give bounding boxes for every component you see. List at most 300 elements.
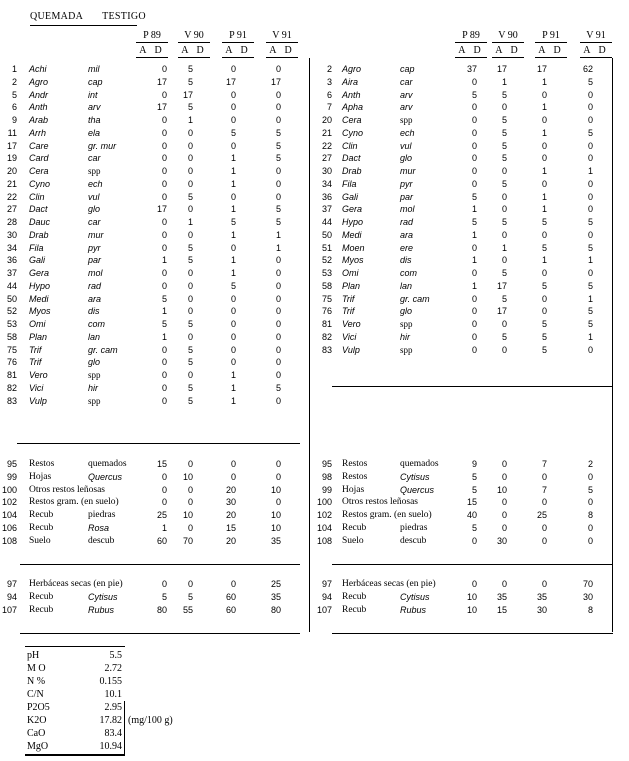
species-epithet: glo <box>88 204 101 215</box>
row-number: 21 <box>6 178 17 189</box>
value-v91: 0 <box>275 280 281 291</box>
value-v91: 25 <box>270 579 281 589</box>
value-v91: 0 <box>587 535 593 546</box>
right-period-header: P 91 <box>542 30 560 41</box>
genus-abbrev: Anth <box>342 89 361 100</box>
right-ad-subheader: A D <box>583 45 609 56</box>
species-epithet: lan <box>400 280 413 291</box>
species-epithet: mol <box>400 204 415 215</box>
category-label: Herbáceas secas (en pie) <box>29 579 123 589</box>
value-v91: 5 <box>275 127 281 138</box>
value-v90: 5 <box>187 382 193 393</box>
genus-abbrev: Vici <box>29 382 44 393</box>
row-number: 30 <box>6 229 17 240</box>
value-v90: 0 <box>501 471 507 482</box>
value-v90: 0 <box>501 579 507 589</box>
right-period-underline <box>492 42 524 43</box>
row-number: 102 <box>316 510 332 520</box>
row-number: 27 <box>321 153 332 164</box>
category-label: Recub <box>29 510 54 520</box>
soil-parameter: P2O5 <box>27 702 50 713</box>
value-v90: 17 <box>496 306 507 317</box>
value-p91: 17 <box>536 64 547 74</box>
value-p89: 0 <box>161 89 167 100</box>
value-v90: 5 <box>501 140 507 151</box>
value-p89: 17 <box>156 102 167 113</box>
value-p89: 0 <box>161 153 167 164</box>
value-v91: 0 <box>587 102 593 113</box>
value-p89: 0 <box>471 579 477 589</box>
right-species-row <box>0 114 629 127</box>
genus-abbrev: Omi <box>342 268 359 278</box>
soil-row <box>25 675 122 688</box>
value-p89: 0 <box>161 64 167 74</box>
value-v91: 0 <box>587 497 593 508</box>
value-v90: 10 <box>496 484 507 495</box>
value-v90: 5 <box>501 217 507 227</box>
row-number: 107 <box>1 604 17 615</box>
value-p91: 0 <box>541 522 547 533</box>
value-p91: 30 <box>225 497 236 508</box>
value-v91: 35 <box>270 591 281 602</box>
value-v91: 62 <box>582 64 593 74</box>
value-p89: 0 <box>161 344 167 355</box>
value-v91: 0 <box>275 471 281 482</box>
soil-parameter: M O <box>27 663 46 674</box>
right-cover-row <box>0 458 629 471</box>
value-p89: 0 <box>471 344 477 355</box>
value-p89: 1 <box>161 306 167 317</box>
category-detail: Cytisus <box>400 591 430 602</box>
category-label: Hojas <box>29 471 52 482</box>
species-epithet: ere <box>400 242 414 253</box>
value-p91: 5 <box>541 242 547 253</box>
genus-abbrev: Apha <box>342 102 364 113</box>
value-v91: 5 <box>587 217 593 227</box>
value-v90: 0 <box>187 331 193 342</box>
row-number: 22 <box>6 191 17 202</box>
genus-abbrev: Myos <box>29 306 51 317</box>
value-v91: 1 <box>587 255 593 266</box>
value-p89: 1 <box>161 331 167 342</box>
value-v90: 1 <box>187 217 193 227</box>
value-v91: 5 <box>587 306 593 317</box>
value-v90: 0 <box>187 140 193 151</box>
value-p89: 15 <box>156 459 167 469</box>
soil-value: 10.94 <box>99 741 122 752</box>
value-v90: 17 <box>496 280 507 291</box>
value-p89: 0 <box>471 115 477 125</box>
soil-value: 10.1 <box>104 689 122 700</box>
value-v91: 80 <box>270 604 281 615</box>
genus-abbrev: Vero <box>29 370 48 380</box>
soil-unit-label: (mg/100 g) <box>128 715 173 726</box>
value-p89: 10 <box>466 604 477 615</box>
species-epithet: cap <box>400 64 415 74</box>
row-number: 75 <box>321 293 332 304</box>
value-p89: 17 <box>156 204 167 215</box>
value-p91: 17 <box>225 76 236 87</box>
soil-parameter: pH <box>27 650 40 661</box>
left-period-header: P 91 <box>229 30 247 41</box>
row-number: 94 <box>321 591 332 602</box>
genus-abbrev: Myos <box>342 255 364 266</box>
value-p89: 0 <box>161 229 167 240</box>
value-v91: 5 <box>587 76 593 87</box>
value-v90: 0 <box>187 293 193 304</box>
value-p89: 0 <box>161 127 167 138</box>
value-p89: 0 <box>471 293 477 304</box>
genus-abbrev: Care <box>29 140 49 151</box>
value-p89: 0 <box>471 140 477 151</box>
value-v90: 0 <box>187 522 193 533</box>
row-number: 9 <box>11 115 17 125</box>
row-number: 17 <box>6 140 17 151</box>
value-p91: 0 <box>230 102 236 113</box>
value-v90: 0 <box>187 268 193 278</box>
genus-abbrev: Plan <box>342 280 361 291</box>
soil-table-top-border <box>25 646 125 647</box>
row-number: 95 <box>321 459 332 469</box>
left-species-row <box>0 382 629 395</box>
right-bottom-line <box>332 633 613 634</box>
soil-row <box>25 727 122 740</box>
value-p89: 5 <box>471 471 477 482</box>
genus-abbrev: Gera <box>342 204 363 215</box>
row-number: 21 <box>321 127 332 138</box>
value-p91: 0 <box>230 89 236 100</box>
left-species-separator <box>17 443 300 444</box>
category-detail: descub <box>400 535 427 546</box>
row-number: 34 <box>6 242 17 253</box>
left-ad-underline <box>222 57 254 58</box>
row-number: 104 <box>316 522 332 533</box>
value-v91: 0 <box>587 115 593 125</box>
genus-abbrev: Card <box>29 153 49 164</box>
document-title <box>30 11 146 22</box>
row-number: 97 <box>321 579 332 589</box>
genus-abbrev: Gali <box>29 255 46 266</box>
category-label: Restos gram. (en suelo) <box>29 497 119 508</box>
value-v91: 0 <box>275 178 281 189</box>
value-p89: 1 <box>161 255 167 266</box>
value-v90: 5 <box>187 102 193 113</box>
value-v90: 0 <box>187 127 193 138</box>
value-p91: 1 <box>541 127 547 138</box>
genus-abbrev: Agro <box>29 76 49 87</box>
soil-row <box>25 688 122 701</box>
value-p91: 0 <box>541 306 547 317</box>
right-species-row <box>0 318 629 331</box>
value-v90: 0 <box>501 102 507 113</box>
row-number: 52 <box>321 255 332 266</box>
value-p89: 0 <box>161 191 167 202</box>
left-bottom-line <box>20 633 300 634</box>
value-p89: 0 <box>471 268 477 278</box>
row-number: 20 <box>321 115 332 125</box>
row-number: 34 <box>321 178 332 189</box>
genus-abbrev: Moen <box>342 242 365 253</box>
right-species-row <box>0 305 629 318</box>
value-p91: 5 <box>541 280 547 291</box>
value-v90: 0 <box>187 579 193 589</box>
value-v91: 0 <box>275 115 281 125</box>
genus-abbrev: Dact <box>342 153 361 164</box>
genus-abbrev: Vulp <box>29 395 47 406</box>
value-v91: 0 <box>275 89 281 100</box>
value-p89: 5 <box>471 191 477 202</box>
value-p89: 0 <box>471 127 477 138</box>
category-detail: quemados <box>400 459 439 469</box>
genus-abbrev: Drab <box>29 229 49 240</box>
soil-row <box>25 714 122 727</box>
value-v91: 2 <box>587 459 593 469</box>
right-cover-row <box>0 471 629 484</box>
right-species-row <box>0 165 629 178</box>
value-p91: 1 <box>230 255 236 266</box>
category-label: Recub <box>342 591 367 602</box>
value-v91: 5 <box>587 319 593 329</box>
value-p91: 1 <box>230 166 236 176</box>
left-species-row <box>0 356 629 369</box>
category-detail: Rosa <box>88 522 110 533</box>
value-v90: 0 <box>187 204 193 215</box>
species-epithet: rad <box>400 217 414 227</box>
value-p91: 15 <box>225 522 236 533</box>
value-v91: 0 <box>587 178 593 189</box>
value-p91: 1 <box>230 395 236 406</box>
value-p91: 0 <box>230 579 236 589</box>
soil-table <box>25 646 173 752</box>
value-p91: 1 <box>230 178 236 189</box>
value-v90: 5 <box>187 591 193 602</box>
value-p89: 0 <box>471 242 477 253</box>
soil-row <box>25 740 122 753</box>
right-species-row <box>0 331 629 344</box>
genus-abbrev: Gera <box>29 268 50 278</box>
value-v91: 0 <box>275 370 281 380</box>
value-v91: 5 <box>587 484 593 495</box>
value-v90: 0 <box>187 484 193 495</box>
right-species-row <box>0 89 629 102</box>
value-p89: 0 <box>161 484 167 495</box>
soil-table-right-border <box>124 701 125 756</box>
species-epithet: mur <box>400 166 416 176</box>
value-p89: 80 <box>156 604 167 615</box>
value-v91: 70 <box>582 579 593 589</box>
right-species-row <box>0 203 629 216</box>
category-label: Recub <box>342 522 367 533</box>
row-number: 36 <box>6 255 17 266</box>
value-p89: 60 <box>156 535 167 546</box>
value-v91: 0 <box>275 344 281 355</box>
value-v91: 0 <box>275 191 281 202</box>
row-number: 1 <box>11 64 17 74</box>
value-v90: 0 <box>501 459 507 469</box>
row-number: 27 <box>6 204 17 215</box>
genus-abbrev: Dauc <box>29 217 51 227</box>
right-period-header: P 89 <box>462 30 480 41</box>
category-detail: piedras <box>400 522 428 533</box>
value-v90: 0 <box>501 497 507 508</box>
value-p89: 0 <box>471 535 477 546</box>
value-v90: 15 <box>496 604 507 615</box>
value-p91: 5 <box>230 280 236 291</box>
value-p89: 0 <box>471 319 477 329</box>
genus-abbrev: Cyno <box>342 127 364 138</box>
value-p89: 0 <box>161 579 167 589</box>
row-number: 104 <box>1 510 17 520</box>
species-epithet: arv <box>400 102 413 113</box>
value-p89: 0 <box>161 395 167 406</box>
row-number: 76 <box>6 357 17 368</box>
value-p89: 0 <box>471 76 477 87</box>
category-detail: Quercus <box>88 471 123 482</box>
left-species-row <box>0 369 629 382</box>
soil-row <box>25 701 122 714</box>
value-p89: 0 <box>471 153 477 164</box>
right-shrubs-row <box>0 578 629 591</box>
value-p89: 5 <box>471 89 477 100</box>
value-v90: 17 <box>182 89 193 100</box>
value-v90: 0 <box>187 280 193 291</box>
row-number: 2 <box>11 76 17 87</box>
row-number: 108 <box>316 535 332 546</box>
title-control: TESTIGO <box>102 11 146 22</box>
value-p89: 1 <box>471 229 477 240</box>
genus-abbrev: Vulp <box>342 344 360 355</box>
value-p89: 0 <box>161 242 167 253</box>
row-number: 44 <box>6 280 17 291</box>
row-number: 82 <box>321 331 332 342</box>
row-number: 99 <box>6 471 17 482</box>
right-species-row <box>0 63 629 76</box>
value-p91: 25 <box>536 510 547 520</box>
value-p89: 0 <box>471 331 477 342</box>
value-p91: 7 <box>541 484 547 495</box>
value-v90: 10 <box>182 510 193 520</box>
species-epithet: ech <box>88 178 103 189</box>
species-epithet: car <box>400 76 413 87</box>
right-cover-row <box>0 484 629 497</box>
value-v90: 0 <box>501 255 507 266</box>
value-p91: 1 <box>230 268 236 278</box>
species-epithet: dis <box>88 306 100 317</box>
soil-value: 0.155 <box>99 676 122 687</box>
category-label: Recub <box>29 604 54 615</box>
genus-abbrev: Clin <box>342 140 358 151</box>
row-number: 82 <box>6 382 17 393</box>
value-v90: 5 <box>187 242 193 253</box>
genus-abbrev: Achi <box>29 64 47 74</box>
row-number: 20 <box>6 166 17 176</box>
row-number: 81 <box>6 370 17 380</box>
value-p91: 5 <box>541 319 547 329</box>
category-label: Recub <box>29 522 54 533</box>
value-v91: 0 <box>275 255 281 266</box>
value-p91: 0 <box>230 64 236 74</box>
value-v90: 0 <box>187 497 193 508</box>
value-v90: 70 <box>182 535 193 546</box>
left-period-underline <box>136 42 168 43</box>
species-epithet: spp <box>88 166 101 176</box>
value-p91: 60 <box>225 591 236 602</box>
value-p91: 0 <box>541 153 547 164</box>
value-p91: 5 <box>541 217 547 227</box>
species-epithet: int <box>88 89 98 100</box>
category-detail: Cytisus <box>88 591 118 602</box>
value-v90: 0 <box>187 370 193 380</box>
value-p91: 1 <box>541 76 547 87</box>
soil-value: 5.5 <box>109 650 122 661</box>
species-epithet: spp <box>400 319 413 329</box>
value-p89: 37 <box>466 64 477 74</box>
value-p91: 0 <box>230 344 236 355</box>
value-v91: 0 <box>587 140 593 151</box>
row-number: 75 <box>6 344 17 355</box>
category-detail: Cytisus <box>400 471 430 482</box>
genus-abbrev: Aira <box>342 76 359 87</box>
value-v90: 0 <box>187 459 193 469</box>
value-p89: 5 <box>161 591 167 602</box>
genus-abbrev: Andr <box>29 89 49 100</box>
value-v90: 1 <box>501 242 507 253</box>
genus-abbrev: Fila <box>342 178 357 189</box>
category-detail: descub <box>88 535 115 546</box>
left-ad-subheader: A D <box>269 45 295 56</box>
species-epithet: arv <box>88 102 101 113</box>
category-label: Herbáceas secas (en pie) <box>342 579 436 589</box>
value-v90: 5 <box>187 64 193 74</box>
genus-abbrev: Agro <box>342 64 362 74</box>
right-cover-row <box>0 496 629 509</box>
left-period-header: V 90 <box>184 30 204 41</box>
row-number: 11 <box>7 127 17 138</box>
value-p89: 0 <box>161 178 167 189</box>
title-underline <box>30 25 137 26</box>
value-p91: 1 <box>541 255 547 266</box>
value-v91: 0 <box>275 319 281 329</box>
value-v91: 5 <box>275 382 281 393</box>
value-p89: 5 <box>161 293 167 304</box>
soil-parameter: N % <box>27 676 46 687</box>
value-p89: 0 <box>471 178 477 189</box>
genus-abbrev: Medi <box>29 293 49 304</box>
row-number: 44 <box>321 217 332 227</box>
value-p89: 5 <box>161 319 167 329</box>
soil-row <box>25 662 122 675</box>
value-v91: 5 <box>275 217 281 227</box>
value-p91: 1 <box>230 229 236 240</box>
right-ad-underline <box>455 57 487 58</box>
value-p89: 40 <box>466 510 477 520</box>
left-period-header: V 91 <box>272 30 292 41</box>
right-period-header: V 90 <box>498 30 518 41</box>
right-period-underline <box>535 42 567 43</box>
row-number: 22 <box>321 140 332 151</box>
species-epithet: ara <box>88 293 102 304</box>
category-detail: Quercus <box>400 484 435 495</box>
value-v90: 0 <box>501 191 507 202</box>
value-v91: 10 <box>270 522 281 533</box>
value-p91: 20 <box>225 535 236 546</box>
value-p91: 1 <box>230 153 236 164</box>
genus-abbrev: Trif <box>29 344 42 355</box>
value-v91: 1 <box>275 242 281 253</box>
value-v91: 5 <box>587 242 593 253</box>
value-p89: 1 <box>471 280 477 291</box>
left-cover-separator <box>20 564 300 565</box>
